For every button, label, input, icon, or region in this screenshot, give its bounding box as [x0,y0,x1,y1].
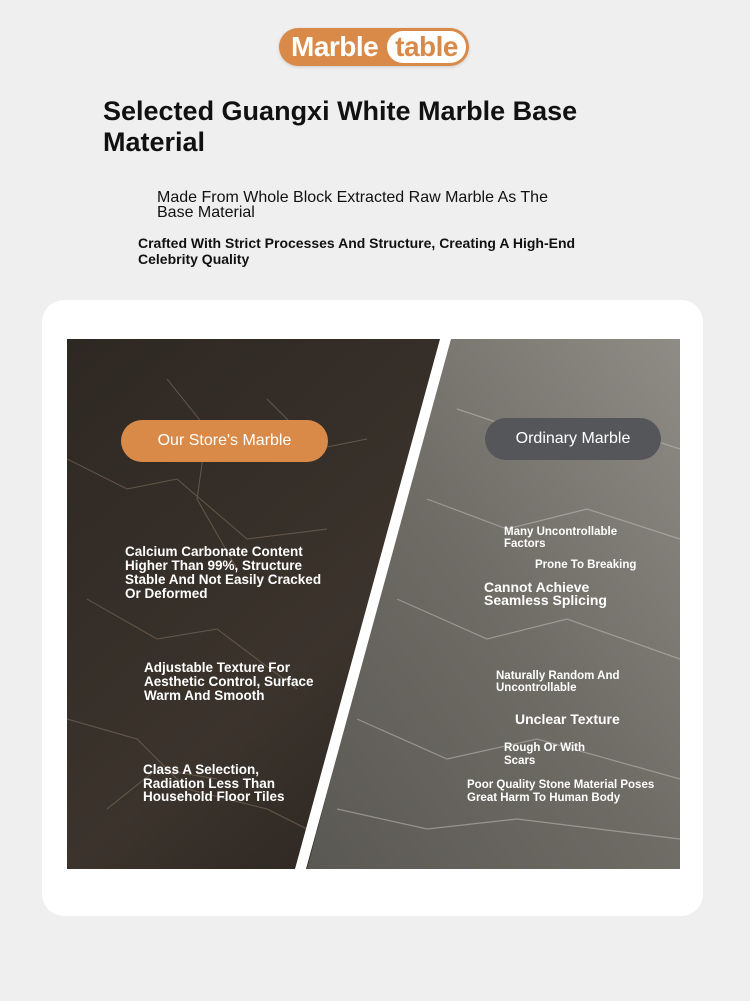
right-point-splicing: Cannot Achieve Seamless Splicing [484,579,607,608]
brand-logo [279,28,469,66]
page-title: Selected Guangxi White Marble Base Material [103,96,578,157]
subtitle-craftsmanship: Crafted With Strict Processes And Structure, Creating A High-End Celebrity Quality [138,235,576,267]
right-point-harm: Poor Quality Stone Material Poses Great Harm To Human Body [467,779,655,804]
logo-text-marble: Marble [291,31,379,62]
left-point-texture: Adjustable Texture For Aesthetic Control, Surface Warm And Smooth [144,660,314,703]
left-point-radiation: Class A Selection, Radiation Less Than Household Floor Tiles [143,762,285,804]
left-point-calcium: Calcium Carbonate Content Higher Than 99%, Structure Stable And Not Easily Cracked Or Deformed [125,544,322,601]
right-point-unclear-texture: Unclear Texture [515,711,620,727]
logo-text-table: table [387,31,466,63]
subtitle-base-material: Made From Whole Block Extracted Raw Marble As The Base Material [157,189,548,221]
right-point-breaking: Prone To Breaking [535,559,637,571]
right-point-scars: Rough Or With Scars [504,742,586,767]
right-point-random: Naturally Random And Uncontrollable [496,670,620,694]
ordinary-marble-badge: Ordinary Marble [485,418,661,460]
our-store-marble-badge: Our Store's Marble [121,420,328,462]
right-point-uncontrollable: Many Uncontrollable Factors [504,526,618,550]
